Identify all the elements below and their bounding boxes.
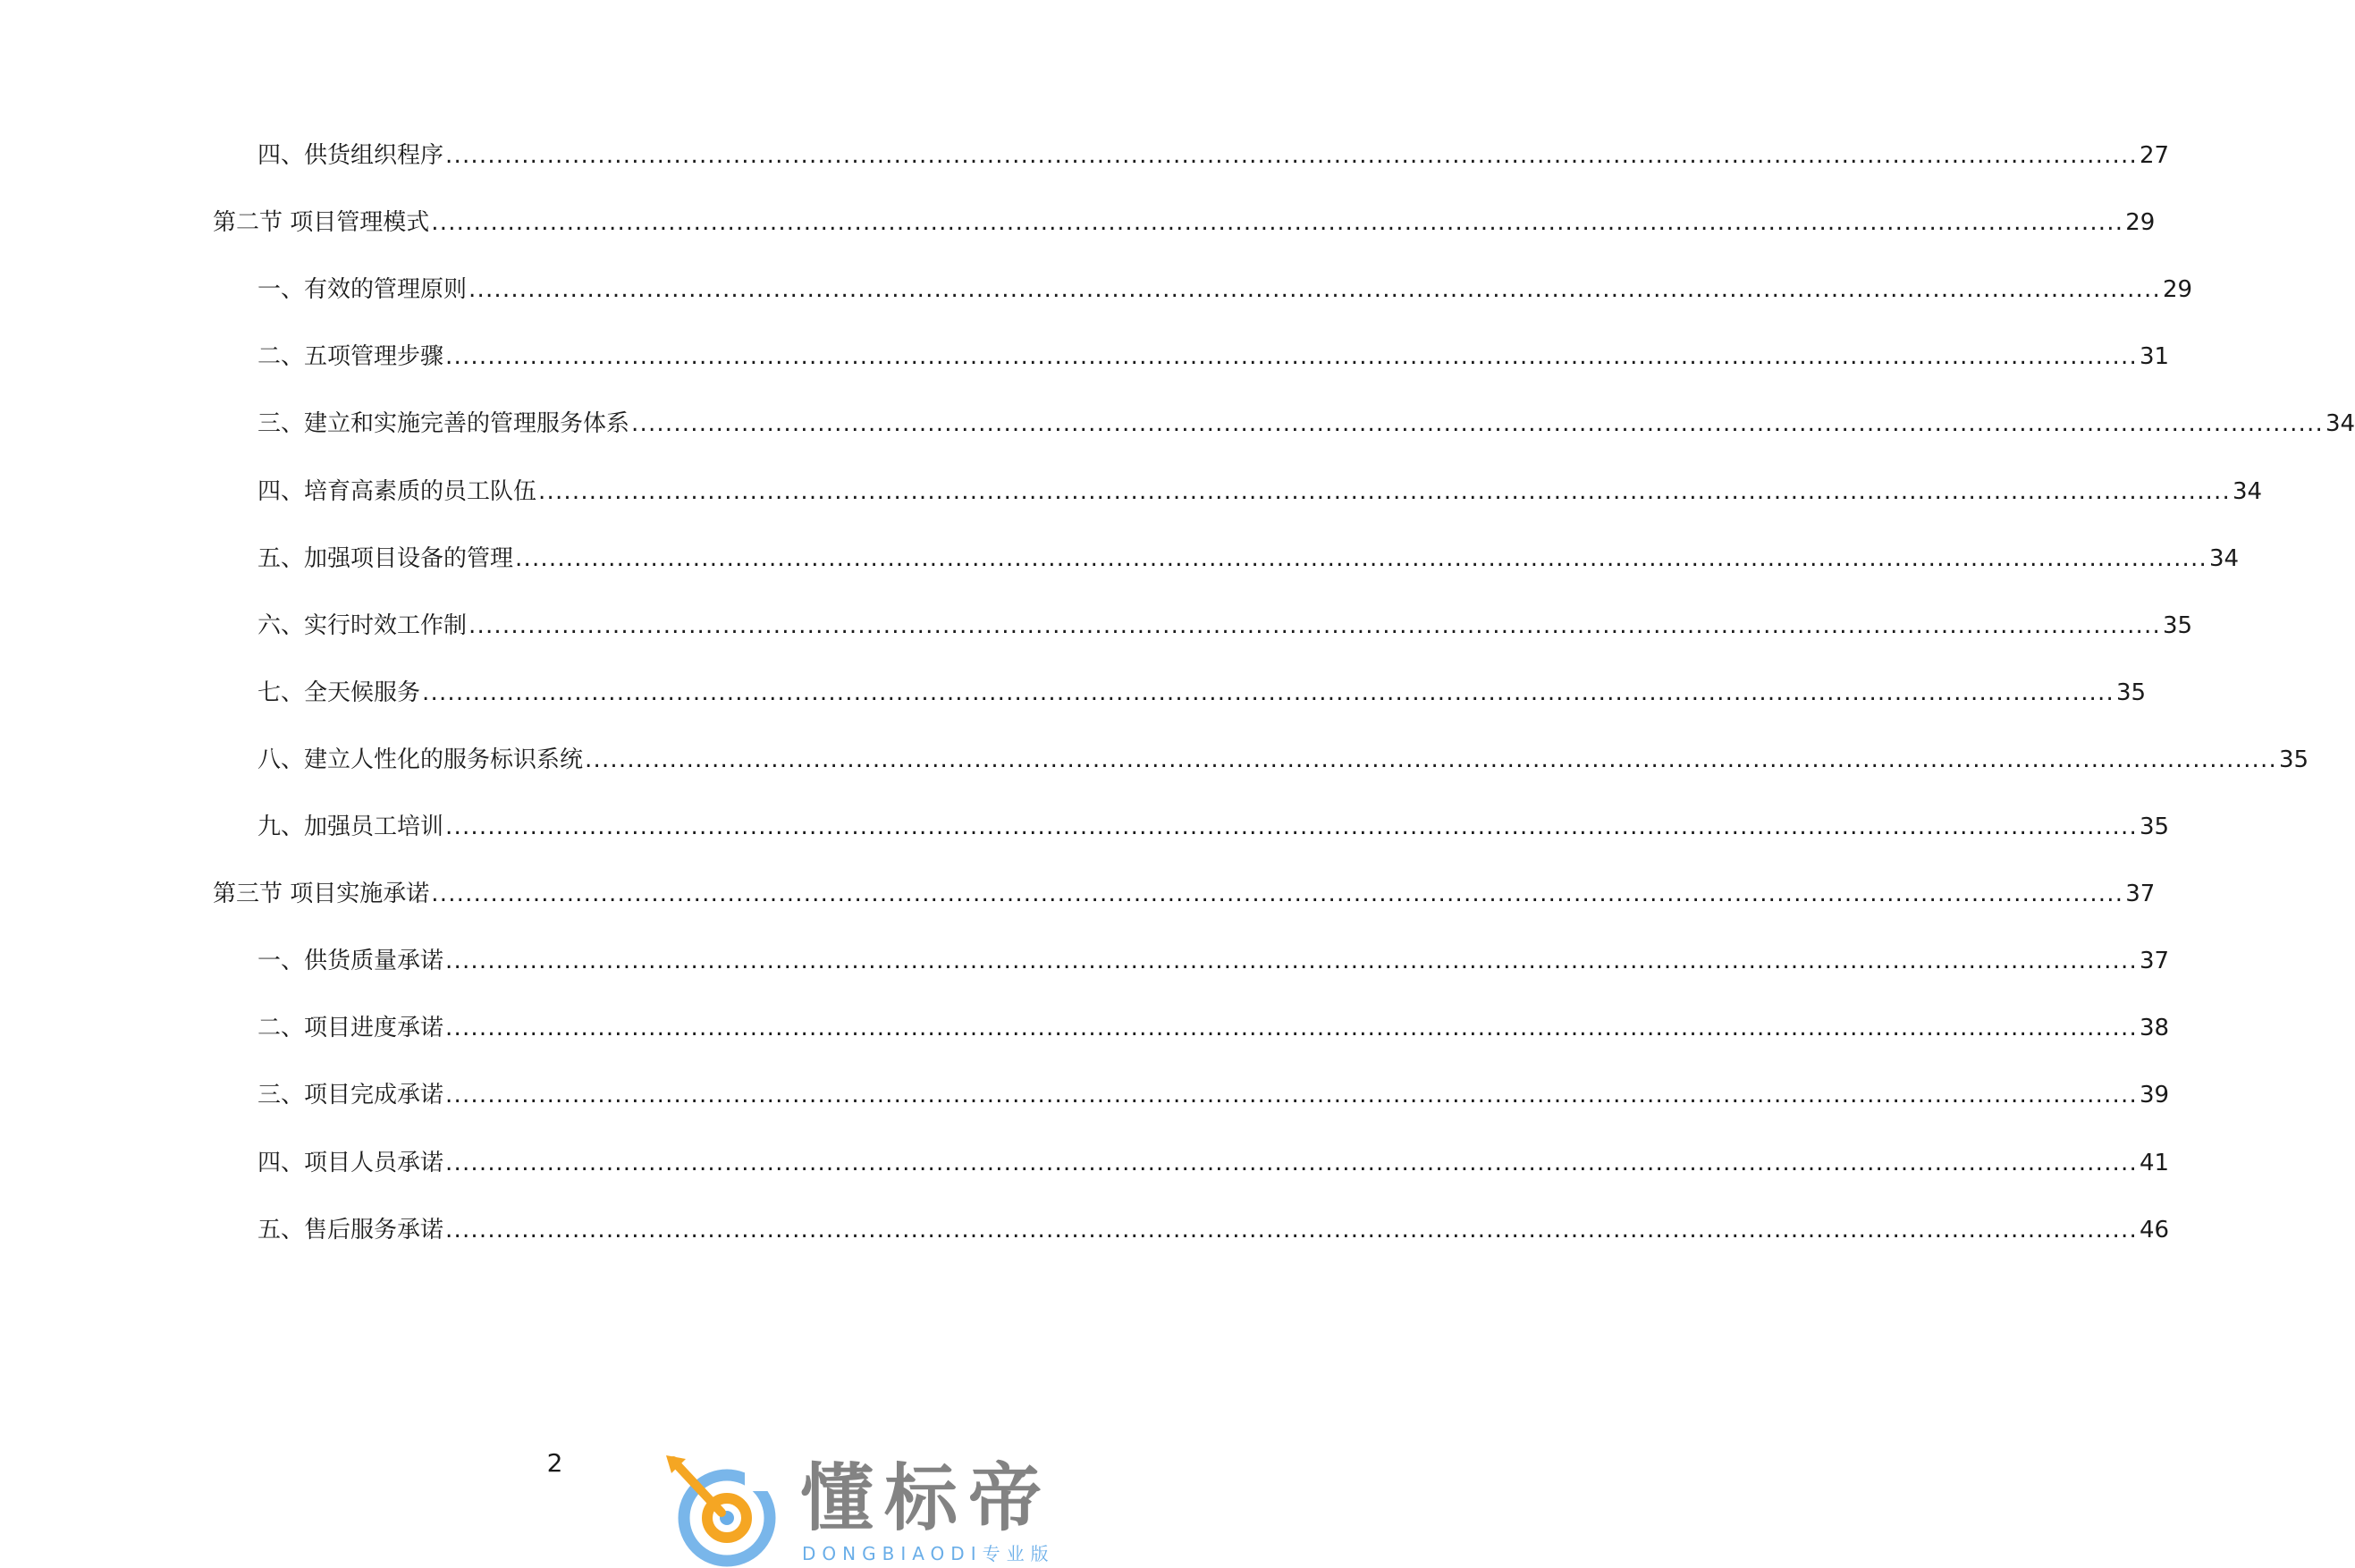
- toc-dot-leader: ........................................................................................................................................................................................................: [445, 1082, 2138, 1109]
- toc-entry[interactable]: [257, 541, 2240, 577]
- toc-dot-leader: ........................................................................................................................................................................................................: [468, 612, 2161, 639]
- toc-dot-leader: ........................................................................................................................................................................................................: [585, 746, 2277, 773]
- toc-entry-label: 七、全天候服务: [257, 679, 421, 706]
- toc-entry-page: 35: [2278, 746, 2309, 773]
- toc-entry-page: 34: [2325, 410, 2355, 437]
- toc-entry[interactable]: [257, 809, 2170, 845]
- toc-dot-leader: ........................................................................................................................................................................................................: [431, 209, 2124, 236]
- toc-entry-label: 二、项目进度承诺: [257, 1015, 444, 1041]
- toc-entry-page: 34: [2232, 478, 2263, 505]
- toc-entry[interactable]: [257, 1212, 2170, 1248]
- toc-dot-leader: ........................................................................................................................................................................................................: [445, 1150, 2138, 1176]
- toc-entry-page: 29: [2162, 276, 2193, 303]
- toc-entry-page: 31: [2139, 343, 2170, 370]
- toc-entry-label: 第二节 项目管理模式: [213, 209, 430, 236]
- toc-entry[interactable]: [257, 474, 2263, 510]
- toc-dot-leader: ........................................................................................................................................................................................................: [422, 679, 2114, 706]
- toc-entry[interactable]: [257, 608, 2193, 644]
- toc-entry[interactable]: [257, 1145, 2170, 1181]
- toc-entry-label: 第三节 项目实施承诺: [213, 881, 430, 907]
- toc-entry-page: 37: [2139, 948, 2170, 974]
- toc-entry-label: 一、有效的管理原则: [257, 276, 468, 303]
- toc-dot-leader: ........................................................................................................................................................................................................: [538, 478, 2231, 505]
- toc-entry-page: 46: [2139, 1217, 2170, 1243]
- toc-entry-label: 一、供货质量承诺: [257, 948, 444, 974]
- toc-entry[interactable]: [257, 1077, 2170, 1113]
- page-number: 2: [546, 1448, 563, 1478]
- toc-dot-leader: ........................................................................................................................................................................................................: [445, 142, 2138, 169]
- toc-entry-page: 38: [2139, 1015, 2170, 1041]
- toc-dot-leader: ........................................................................................................................................................................................................: [515, 545, 2207, 572]
- toc-entry-label: 三、建立和实施完善的管理服务体系: [257, 410, 630, 437]
- watermark-subtitle: DONGBIAODI专业版: [802, 1543, 1055, 1564]
- toc-entry[interactable]: [257, 675, 2147, 711]
- toc-entry-label: 五、加强项目设备的管理: [257, 545, 514, 572]
- toc-entry-page: 34: [2208, 545, 2240, 572]
- toc-entry[interactable]: [257, 742, 2309, 778]
- toc-entry-label: 五、售后服务承诺: [257, 1217, 444, 1243]
- toc-entry[interactable]: [213, 205, 2156, 240]
- toc-entry-page: 41: [2139, 1150, 2170, 1176]
- toc-entry-page: 29: [2125, 209, 2156, 236]
- target-arrow-icon: [666, 1455, 782, 1568]
- toc-entry-label: 四、项目人员承诺: [257, 1150, 444, 1176]
- toc-entry[interactable]: [257, 1010, 2170, 1046]
- toc-entry-label: 二、五项管理步骤: [257, 343, 444, 370]
- toc-entry[interactable]: [257, 339, 2170, 375]
- toc-dot-leader: ........................................................................................................................................................................................................: [445, 948, 2138, 974]
- toc-entry[interactable]: [257, 138, 2170, 173]
- toc-entry-page: 35: [2162, 612, 2193, 639]
- toc-entry-label: 四、供货组织程序: [257, 142, 444, 169]
- toc-entry[interactable]: [213, 876, 2156, 912]
- toc-entry[interactable]: [257, 943, 2170, 979]
- toc-entry-page: 27: [2139, 142, 2170, 169]
- watermark-brand: 懂标帝: [800, 1456, 1053, 1541]
- toc-entry-label: 三、项目完成承诺: [257, 1082, 444, 1109]
- toc-dot-leader: ........................................................................................................................................................................................................: [445, 814, 2138, 840]
- toc-entry-label: 四、培育高素质的员工队伍: [257, 478, 537, 505]
- toc-dot-leader: ........................................................................................................................................................................................................: [445, 1217, 2138, 1243]
- toc-dot-leader: ........................................................................................................................................................................................................: [445, 343, 2138, 370]
- toc-dot-leader: ........................................................................................................................................................................................................: [631, 410, 2324, 437]
- toc-entry-label: 八、建立人性化的服务标识系统: [257, 746, 584, 773]
- toc-dot-leader: ........................................................................................................................................................................................................: [431, 881, 2124, 907]
- toc-entry[interactable]: [257, 272, 2193, 308]
- toc-dot-leader: ........................................................................................................................................................................................................: [445, 1015, 2138, 1041]
- toc-entry-label: 六、实行时效工作制: [257, 612, 468, 639]
- toc-entry[interactable]: [257, 406, 2355, 442]
- toc-entry-label: 九、加强员工培训: [257, 814, 444, 840]
- toc-entry-page: 37: [2125, 881, 2156, 907]
- toc-entry-page: 35: [2139, 814, 2170, 840]
- toc-entry-page: 39: [2139, 1082, 2170, 1109]
- watermark-logo: [666, 1455, 1104, 1568]
- toc-entry-page: 35: [2115, 679, 2147, 706]
- toc-dot-leader: ........................................................................................................................................................................................................: [468, 276, 2161, 303]
